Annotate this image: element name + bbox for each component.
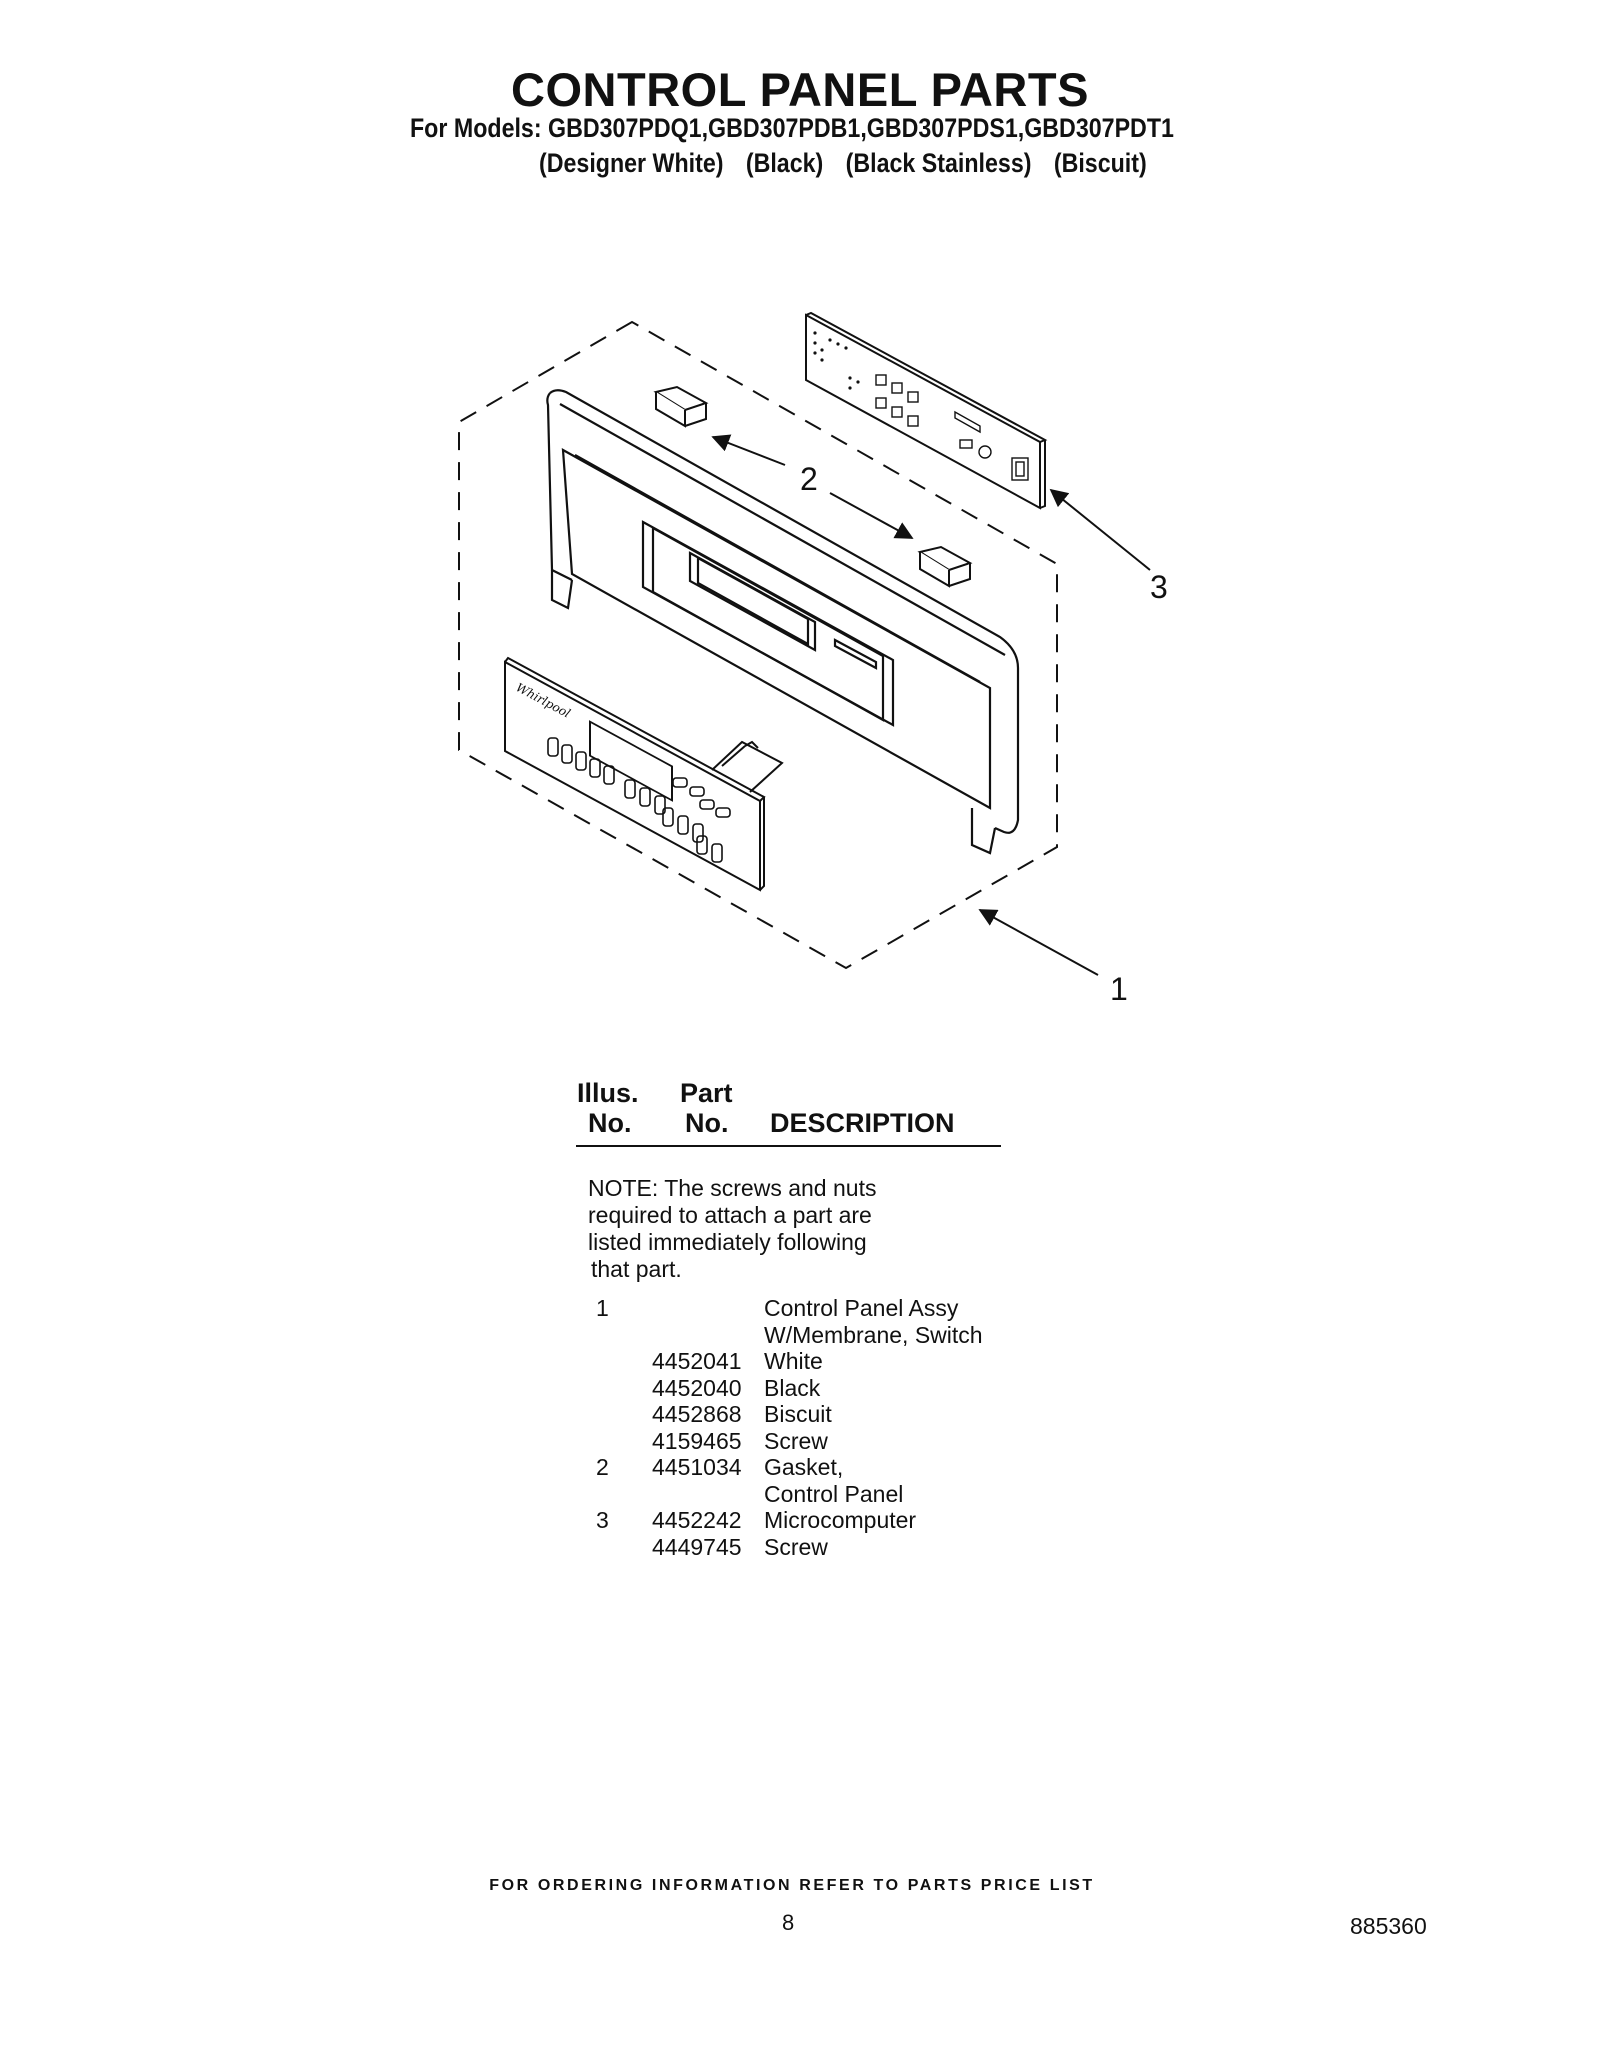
header-part-line2: No.: [685, 1108, 729, 1138]
illus-no: 2: [596, 1454, 609, 1480]
note-line: listed immediately following: [588, 1229, 867, 1255]
part-no: 4451034: [652, 1454, 742, 1480]
part-description: Control Panel: [764, 1480, 904, 1507]
gasket-upper: [656, 387, 706, 426]
header-illus-line2: No.: [588, 1108, 632, 1138]
part-description: Microcomputer: [764, 1507, 917, 1533]
page-number: 8: [782, 1910, 795, 1935]
color-black: (Black): [745, 148, 824, 178]
part-description: Control Panel Assy: [764, 1295, 959, 1321]
callout-3: 3: [1150, 569, 1168, 605]
note-line: required to attach a part are: [588, 1202, 872, 1228]
page-title: CONTROL PANEL PARTS: [511, 63, 1089, 116]
illus-no: 1: [596, 1295, 609, 1321]
note-line: that part.: [591, 1256, 682, 1282]
note-block: [588, 1175, 876, 1283]
control-panel-frame: [547, 390, 1018, 853]
header-description: DESCRIPTION: [770, 1108, 955, 1138]
part-description: Screw: [764, 1427, 828, 1454]
illus-no: 3: [596, 1507, 609, 1533]
part-description: W/Membrane, Switch: [764, 1321, 983, 1348]
header-part-line1: Part: [680, 1078, 733, 1108]
part-description: Gasket,: [764, 1454, 844, 1480]
gasket-lower: [920, 547, 970, 586]
part-no: 4452868: [652, 1401, 742, 1427]
brand-logo-text: Whirlpool: [513, 680, 573, 721]
header-rule: [576, 1145, 1001, 1147]
header-illus-line1: Illus.: [577, 1078, 639, 1108]
ordering-footer: FOR ORDERING INFORMATION REFER TO PARTS PRICE LIST: [489, 1877, 1095, 1894]
part-description: White: [764, 1348, 823, 1374]
color-biscuit: (Biscuit): [1053, 148, 1147, 178]
microcomputer-board: [806, 313, 1045, 508]
document-number: 885360: [1350, 1913, 1427, 1939]
callout-leaders: [713, 437, 1150, 975]
part-no: 4159465: [652, 1427, 742, 1454]
part-no: 4452242: [652, 1507, 742, 1533]
part-no: 4449745: [652, 1533, 742, 1560]
part-no: 4452041: [652, 1348, 742, 1374]
part-description: Screw: [764, 1533, 828, 1560]
color-designer-white: (Designer White): [539, 148, 724, 178]
models-line: For Models: GBD307PDQ1,GBD307PDB1,GBD307PDS1,GBD307PDT1: [410, 113, 1174, 143]
membrane-switch: [505, 658, 782, 890]
part-no: 4452040: [652, 1374, 742, 1401]
color-black-stainless: (Black Stainless): [845, 148, 1032, 178]
part-description: Black: [764, 1374, 821, 1401]
callout-2: 2: [800, 461, 818, 497]
callout-1: 1: [1110, 971, 1128, 1007]
part-description: Biscuit: [764, 1401, 832, 1427]
note-line: NOTE: The screws and nuts: [588, 1175, 877, 1201]
